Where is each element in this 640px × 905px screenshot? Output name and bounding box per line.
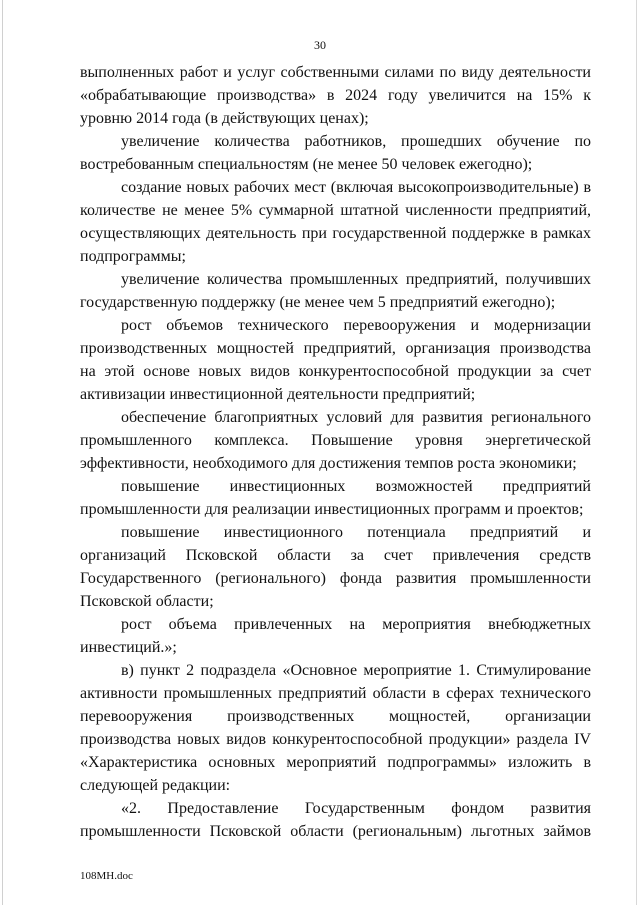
text-line: организаций Псковской области за счет привлечения средств — [80, 547, 591, 564]
text-line: на этой основе новых видов конкурентоспособной продукции за счет — [80, 363, 591, 380]
text-line: производства новых видов конкурентоспособной продукции» раздела IV — [80, 731, 591, 748]
text-line: Государственного (регионального) фонда развития промышленности — [80, 570, 591, 587]
paragraph-first-line: увеличение количества промышленных предприятий, получивших — [121, 271, 591, 288]
text-line: Псковской области; — [80, 593, 214, 610]
paragraph-first-line: повышение инвестиционных возможностей предприятий — [121, 478, 591, 495]
text-line: государственную поддержку (не менее чем 5 предприятий ежегодно); — [80, 294, 556, 311]
paragraph-first-line: создание новых рабочих мест (включая высокопроизводительные) в — [121, 179, 591, 196]
paragraph-first-line: рост объемов технического перевооружения и модернизации — [121, 317, 591, 334]
text-line: подпрограммы; — [80, 248, 186, 265]
page-number: 30 — [314, 38, 326, 52]
text-line: осуществляющих деятельность при государственной поддержке в рамках — [80, 225, 591, 242]
document-body — [80, 61, 591, 843]
paragraph-first-line: обеспечение благоприятных условий для развития регионального — [121, 409, 591, 426]
paragraph-first-line: «2. Предоставление Государственным фондом развития — [121, 800, 591, 817]
text-line: количестве не менее 5% суммарной штатной численности предприятий, — [80, 202, 591, 219]
text-line: инвестиций.»; — [80, 639, 177, 656]
text-line: производственных мощностей предприятий, организация производства — [80, 340, 591, 357]
scan-edge-left — [2, 0, 3, 905]
text-line: востребованным специальностям (не менее 50 человек ежегодно); — [80, 156, 533, 173]
paragraph-first-line: рост объема привлеченных на мероприятия внебюджетных — [121, 616, 591, 633]
scan-edge-right — [636, 0, 637, 905]
text-line: следующей редакции: — [80, 777, 231, 794]
text-line: «Характеристика основных мероприятий подпрограммы» изложить в — [80, 754, 591, 771]
text-line: выполненных работ и услуг собственными силами по виду деятельности — [80, 64, 591, 81]
text-line: перевооружения производственных мощностей, организации — [80, 708, 591, 725]
paragraph-first-line: увеличение количества работников, прошедших обучение по — [121, 133, 591, 150]
paragraph-first-line: повышение инвестиционного потенциала предприятий и — [121, 524, 591, 541]
paragraph-first-line: в) пункт 2 подраздела «Основное мероприятие 1. Стимулирование — [121, 662, 591, 679]
text-line: эффективности, необходимого для достижения темпов роста экономики; — [80, 455, 577, 472]
text-line: активизации инвестиционной деятельности предприятий; — [80, 386, 476, 403]
text-line: активности промышленных предприятий области в сферах технического — [80, 685, 591, 702]
text-line: промышленности для реализации инвестиционных программ и проектов; — [80, 501, 584, 518]
text-line: «обрабатывающие производства» в 2024 году увеличится на 15% к — [80, 87, 591, 104]
text-line: уровню 2014 года (в действующих ценах); — [80, 110, 369, 127]
footer-filename: 108MН.doc — [80, 870, 133, 882]
text-line: промышленного комплекса. Повышение уровня энергетической — [80, 432, 591, 449]
text-line: промышленности Псковской области (региональным) льготных займов — [80, 823, 591, 840]
